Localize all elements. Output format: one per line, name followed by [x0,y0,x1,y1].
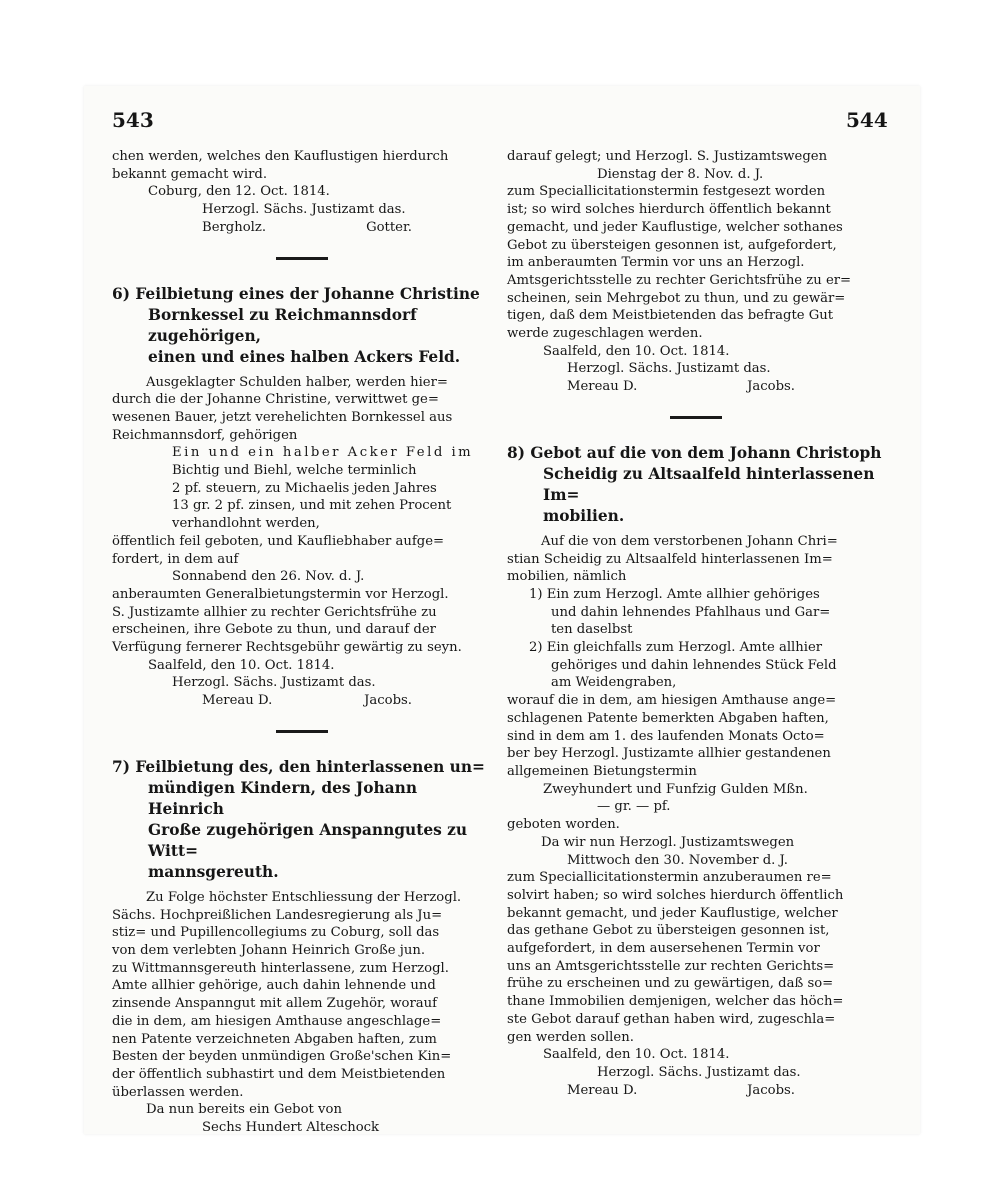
text-line: worauf die in dem, am hiesigen Amthause ange= [507,693,837,709]
text-line: gen werden sollen. [507,1029,634,1045]
notice-8-body-3 [507,869,885,1046]
heading-line: Scheidig zu Altsaalfeld hinterlassenen Im= [543,464,875,504]
text-line: aufgefordert, in dem ausersehenen Termin vor [507,941,820,957]
text-line: 2) Ein gleichfalls zum Herzogl. Amte allhier [529,640,823,656]
court-office: Herzogl. Sächs. Justizamt das. [567,361,771,377]
text-line: thane Immobilien demjenigen, welcher das höch= [507,994,844,1010]
signature: Mereau D. [567,1082,638,1098]
text-line: schlagenen Patente bemerkten Abgaben haften, [507,710,829,726]
text-line: Amte allhier gehörige, auch dahin lehnende und [112,978,436,994]
text-line: am Weidengraben, [551,675,677,691]
text-line: 2 pf. steuern, zu Michaelis jeden Jahres [172,480,437,496]
notice-6-intro [112,374,492,445]
text-line: durch die der Johanne Christine, verwittwet ge= [112,392,439,408]
place-date: Coburg, den 12. Oct. 1814. [148,184,330,200]
text-line: der öffentlich subhastirt und dem Meistbietenden [112,1066,446,1082]
text-line: S. Justizamte allhier zu rechter Gerichtsfrühe zu [112,604,437,620]
text-line: ten daselbst [551,622,633,638]
auction-date: Sonnabend den 26. Nov. d. J. [172,569,365,585]
heading-line: mobilien. [543,506,625,525]
heading-line: Große zugehörigen Anspanngutes zu Witt= [148,820,468,860]
notice-7-body [112,889,492,1101]
offer-amount-sub: — gr. — pf. [597,799,671,815]
signatures [507,378,885,396]
text-line: wesenen Bauer, jetzt verehelichten Bornkessel aus [112,409,453,425]
text-line: allgemeinen Bietungstermin [507,763,697,779]
text-line: mobilien, nämlich [507,569,627,585]
text-line: Da nun bereits ein Gebot von [146,1102,342,1118]
text-line: gemacht, und jeder Kauflustige, welcher sothanes [507,219,843,235]
text-line: frühe zu erscheinen und zu gewärtigen, daß so= [507,976,834,992]
notice-6-heading [112,284,492,368]
left-column [112,148,492,1137]
heading-line: 8) Gebot auf die von dem Johann Christoph [507,443,882,462]
place-date: Saalfeld, den 10. Oct. 1814. [543,1047,730,1063]
section-divider [276,257,328,260]
heading-line: mündigen Kindern, des Johann Heinrich [148,778,418,818]
text-line: zum Speciallicitationstermin festgesezt worden [507,184,826,200]
signature: Jacobs. [747,379,795,395]
text-line: Verfügung fernerer Rechtsgebühr gewärtig zu seyn. [112,640,462,656]
signatures [507,1082,885,1100]
notice-6-body [112,533,492,568]
auction-date: Dienstag der 8. Nov. d. J. [597,166,764,182]
text-line: Zu Folge höchster Entschliessung der Herzogl. [146,889,462,905]
heading-line: 7) Feilbietung des, den hinterlassenen un= [112,757,485,776]
text-line: Ausgeklagter Schulden halber, werden hier= [146,374,448,390]
text-line: erscheinen, ihre Gebote zu thun, und darauf der [112,622,436,638]
notice-6-item [112,444,492,533]
text-line: Da wir nun Herzogl. Justizamtswegen [541,834,795,850]
text-line: überlassen werden. [112,1084,244,1100]
text-line: ist; so wird solches hierdurch öffentlich bekannt [507,202,831,218]
text-line: uns an Amtsgerichtsstelle zur rechten Gerichts= [507,958,835,974]
text-line: chen werden, welches den Kauflustigen hierdurch [112,149,449,164]
page-number-left: 543 [112,108,154,132]
text-line: verhandlohnt werden, [172,516,320,532]
text-line: Reichmannsdorf, gehörigen [112,427,298,443]
text-line: ste Gebot darauf gethan haben wird, zugeschla= [507,1011,836,1027]
text-line: das gethane Gebot zu übersteigen gesonnen ist, [507,923,830,939]
notice-6-body-2 [112,586,492,657]
text-line: tigen, daß dem Meistbietenden das befragte Gut [507,308,834,324]
text-line: nen Patente verzeichneten Abgaben haften, zum [112,1031,437,1047]
text-line: 1) Ein zum Herzogl. Amte allhier gehöriges [529,586,820,602]
signatures [112,692,492,710]
court-office: Herzogl. Sächs. Justizamt das. [202,202,406,218]
text-line: bekannt gemacht wird. [112,166,268,182]
text-line: Amtsgerichtsstelle zu rechter Gerichtsfrühe zu er= [507,272,852,288]
continuation-text [112,148,492,183]
place-date: Saalfeld, den 10. Oct. 1814. [148,657,335,673]
text-line: von dem verlebten Johann Heinrich Große jun. [112,942,426,958]
text-line: gehöriges und dahin lehnendes Stück Feld [551,657,837,673]
signature: Jacobs. [747,1082,795,1098]
court-office: Herzogl. Sächs. Justizamt das. [172,675,376,691]
list-item [507,639,885,692]
text-line: Ein und ein halber Acker Feld im [172,445,474,461]
text-line: öffentlich feil geboten, und Kaufliebhaber aufge= [112,533,445,549]
text-line: ber bey Herzogl. Justizamte allhier gestandenen [507,746,831,762]
signatures [112,219,492,237]
text-line: Bichtig und Biehl, welche terminlich [172,463,417,479]
text-line: Gebot zu übersteigen gesonnen ist, aufgefordert, [507,237,837,253]
signature: Gotter. [366,219,412,235]
right-column [507,148,885,1099]
signature: Mereau D. [202,693,273,709]
text-line: solvirt haben; so wird solches hierdurch öffentlich [507,887,844,903]
text-line: stiz= und Pupillencollegiums zu Coburg, soll das [112,925,440,941]
text-line: im anberaumten Termin vor uns an Herzogl. [507,255,805,271]
text-line: scheinen, sein Mehrgebot zu thun, und zu gewär= [507,290,846,306]
court-office: Herzogl. Sächs. Justizamt das. [597,1064,801,1080]
notice-8-intro [507,533,885,586]
signature: Mereau D. [567,379,638,395]
list-item [507,586,885,639]
section-divider [670,416,722,419]
text-line: 13 gr. 2 pf. zinsen, und mit zehen Procent [172,498,452,514]
text-line: die in dem, am hiesigen Amthause angeschlage= [112,1013,442,1029]
heading-line: Bornkessel zu Reichmannsdorf zugehörigen, [148,305,417,345]
text-line: sind in dem am 1. des laufenden Monats Octo= [507,728,825,744]
text-line: Sächs. Hochpreißlichen Landesregierung als Ju= [112,907,443,923]
offer-amount: Zweyhundert und Funfzig Gulden Mßn. [543,781,808,797]
text-line: Auf die von dem verstorbenen Johann Chri= [541,533,838,549]
heading-line: mannsgereuth. [148,862,279,881]
place-date: Saalfeld, den 10. Oct. 1814. [543,343,730,359]
heading-line: einen und eines halben Ackers Feld. [148,347,461,366]
text-line: Besten der beyden unmündigen Große'schen Kin= [112,1049,452,1065]
text-line: und dahin lehnendes Pfahlhaus und Gar= [551,604,831,620]
text-line: zinsende Anspanngut mit allem Zugehör, worauf [112,996,438,1012]
text-line: zum Speciallicitationstermin anzuberaumen re= [507,870,832,886]
text-line: stian Scheidig zu Altsaalfeld hinterlassenen Im= [507,551,833,567]
notice-8-heading [507,443,885,527]
text-line: zu Wittmannsgereuth hinterlassene, zum Herzogl. [112,960,449,976]
page-number-right: 544 [846,108,888,132]
continuation-text [507,183,885,342]
text-line: werde zugeschlagen werden. [507,326,703,342]
text-line: geboten worden. [507,817,620,833]
signature: Jacobs. [364,693,412,709]
signature: Bergholz. [202,219,267,235]
text-line: fordert, in dem auf [112,551,239,567]
heading-line: 6) Feilbietung eines der Johanne Christine [112,284,480,303]
text-line: bekannt gemacht, und jeder Kauflustige, welcher [507,905,838,921]
notice-8-body [507,692,885,781]
text-line: anberaumten Generalbietungstermin vor Herzogl. [112,586,449,602]
offer-amount: Sechs Hundert Alteschock [202,1120,380,1136]
notice-7-heading [112,757,492,883]
section-divider [276,730,328,733]
auction-date: Mittwoch den 30. November d. J. [567,852,788,868]
text-line: darauf gelegt; und Herzogl. S. Justizamtswegen [507,149,828,164]
